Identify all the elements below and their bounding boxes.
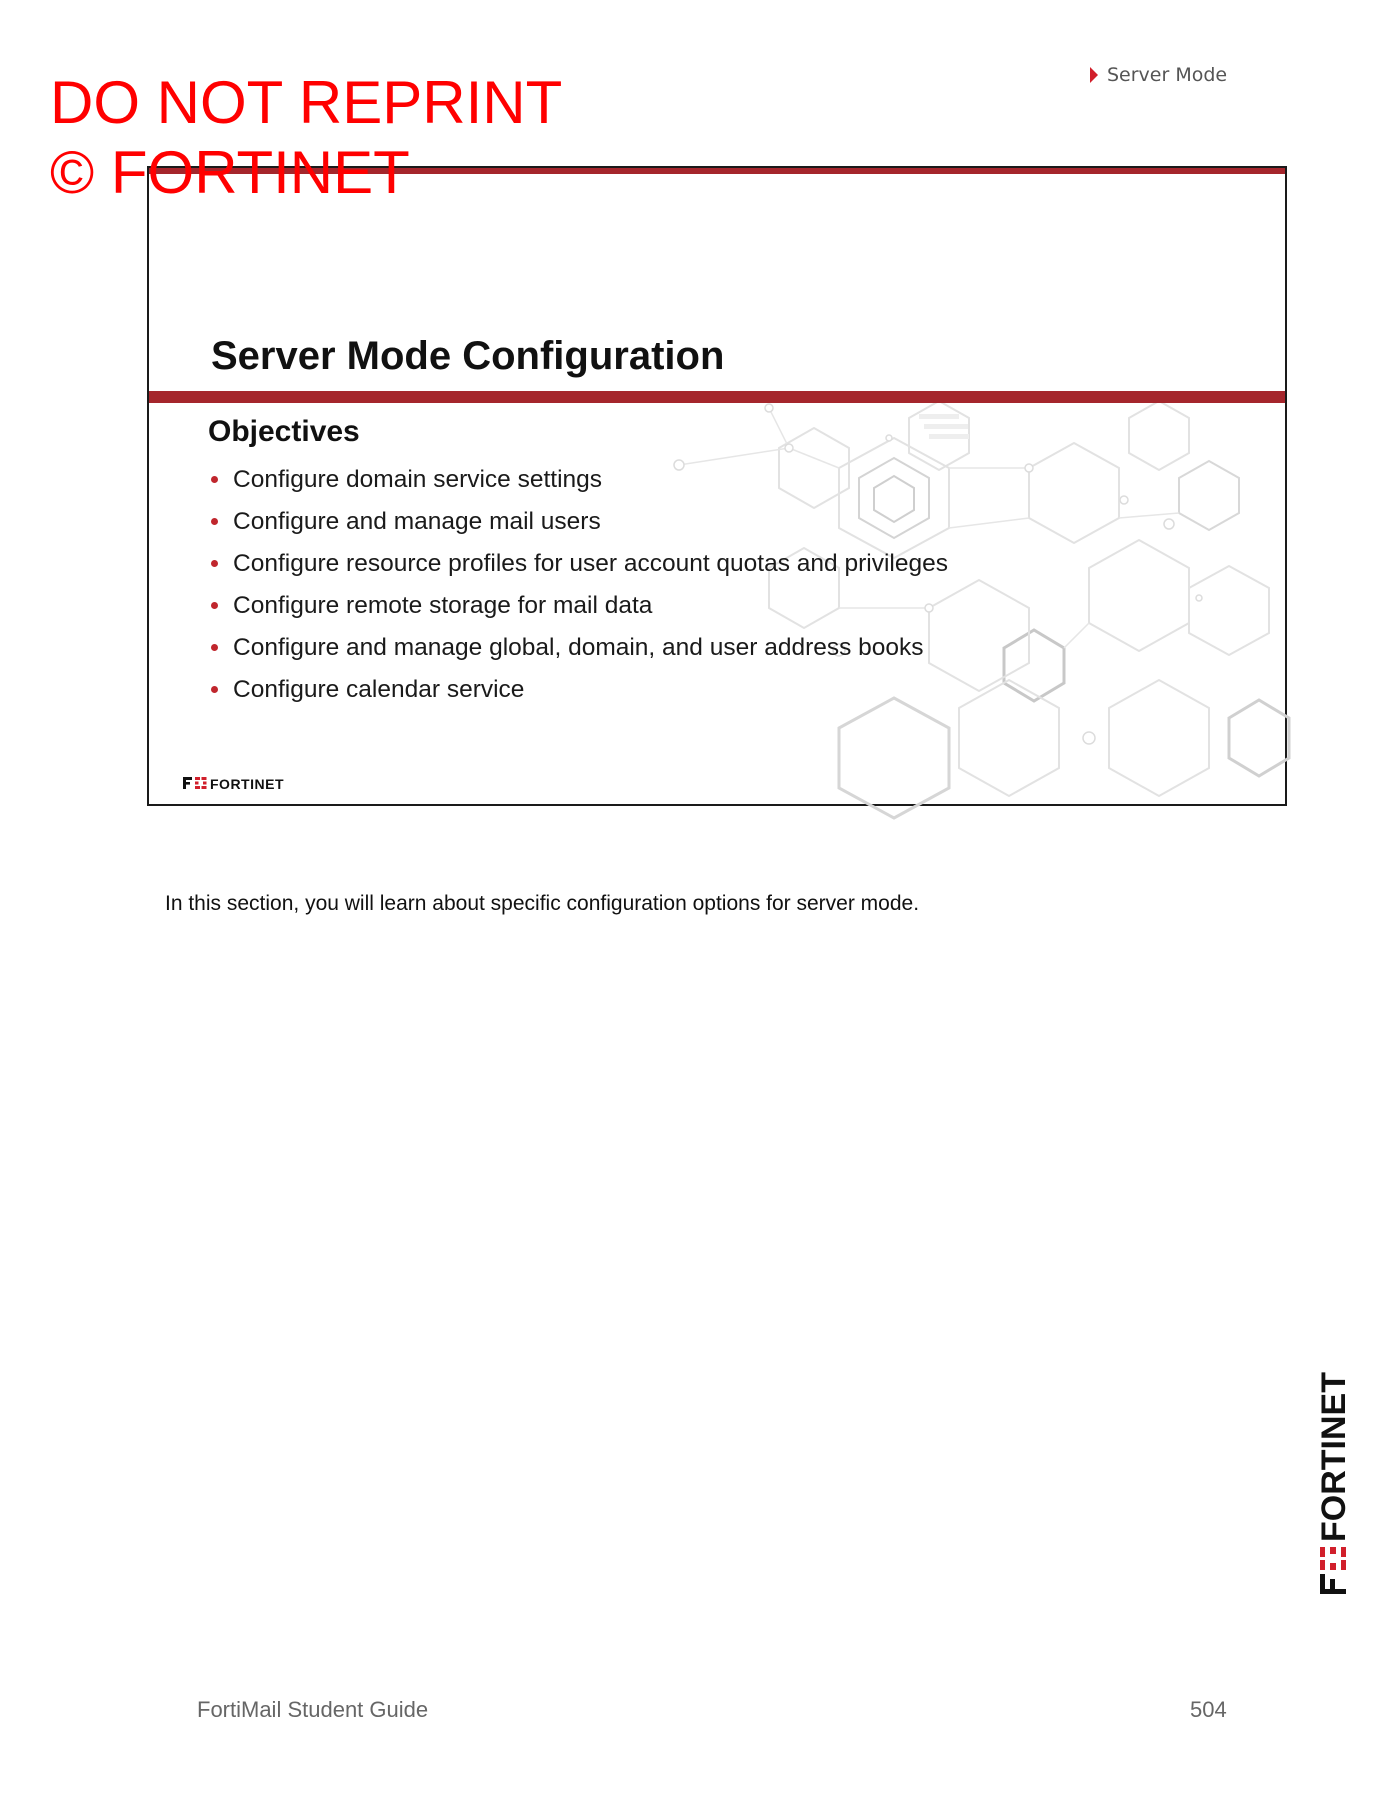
- objective-text: Configure remote storage for mail data: [233, 592, 653, 619]
- watermark: [50, 68, 562, 208]
- slide-title-rule: [149, 391, 1285, 403]
- list-item: [209, 633, 948, 675]
- list-item: [209, 591, 948, 633]
- bullet-icon: [211, 476, 218, 483]
- bullet-icon: [211, 560, 218, 567]
- objective-text: Configure resource profiles for user account quotas and privileges: [233, 550, 948, 577]
- bullet-icon: [211, 518, 218, 525]
- objective-text: Configure calendar service: [233, 676, 525, 703]
- bullet-icon: [211, 644, 218, 651]
- slide-logo-text: FORTINET: [210, 776, 284, 792]
- slide-image: [147, 166, 1287, 806]
- watermark-line-1: DO NOT REPRINT: [50, 69, 563, 136]
- breadcrumb-label: Server Mode: [1107, 64, 1228, 86]
- side-logo-text: FORTINET: [1315, 1372, 1353, 1542]
- list-item: [209, 507, 948, 549]
- fortinet-logo-vertical: [1290, 1368, 1353, 1594]
- objective-text: Configure and manage mail users: [233, 508, 601, 535]
- section-description: In this section, you will learn about specific configuration options for server mode.: [165, 892, 920, 915]
- list-item: [209, 465, 948, 507]
- bullet-icon: [211, 686, 218, 693]
- objectives-list: [209, 465, 948, 717]
- footer-guide-title: FortiMail Student Guide: [197, 1697, 429, 1722]
- breadcrumb: [1090, 64, 1227, 86]
- caret-right-icon: [1090, 67, 1098, 83]
- watermark-line-2: © FORTINET: [50, 139, 410, 206]
- list-item: [209, 675, 948, 717]
- footer-page-number: 504: [1190, 1697, 1227, 1722]
- objective-text: Configure domain service settings: [233, 466, 603, 493]
- list-item: [209, 549, 948, 591]
- objective-text: Configure and manage global, domain, and user address books: [233, 634, 924, 661]
- bullet-icon: [211, 602, 218, 609]
- fortinet-logo-small: [183, 775, 284, 792]
- slide-title: Server Mode Configuration: [211, 334, 725, 378]
- objectives-heading: Objectives: [208, 415, 360, 448]
